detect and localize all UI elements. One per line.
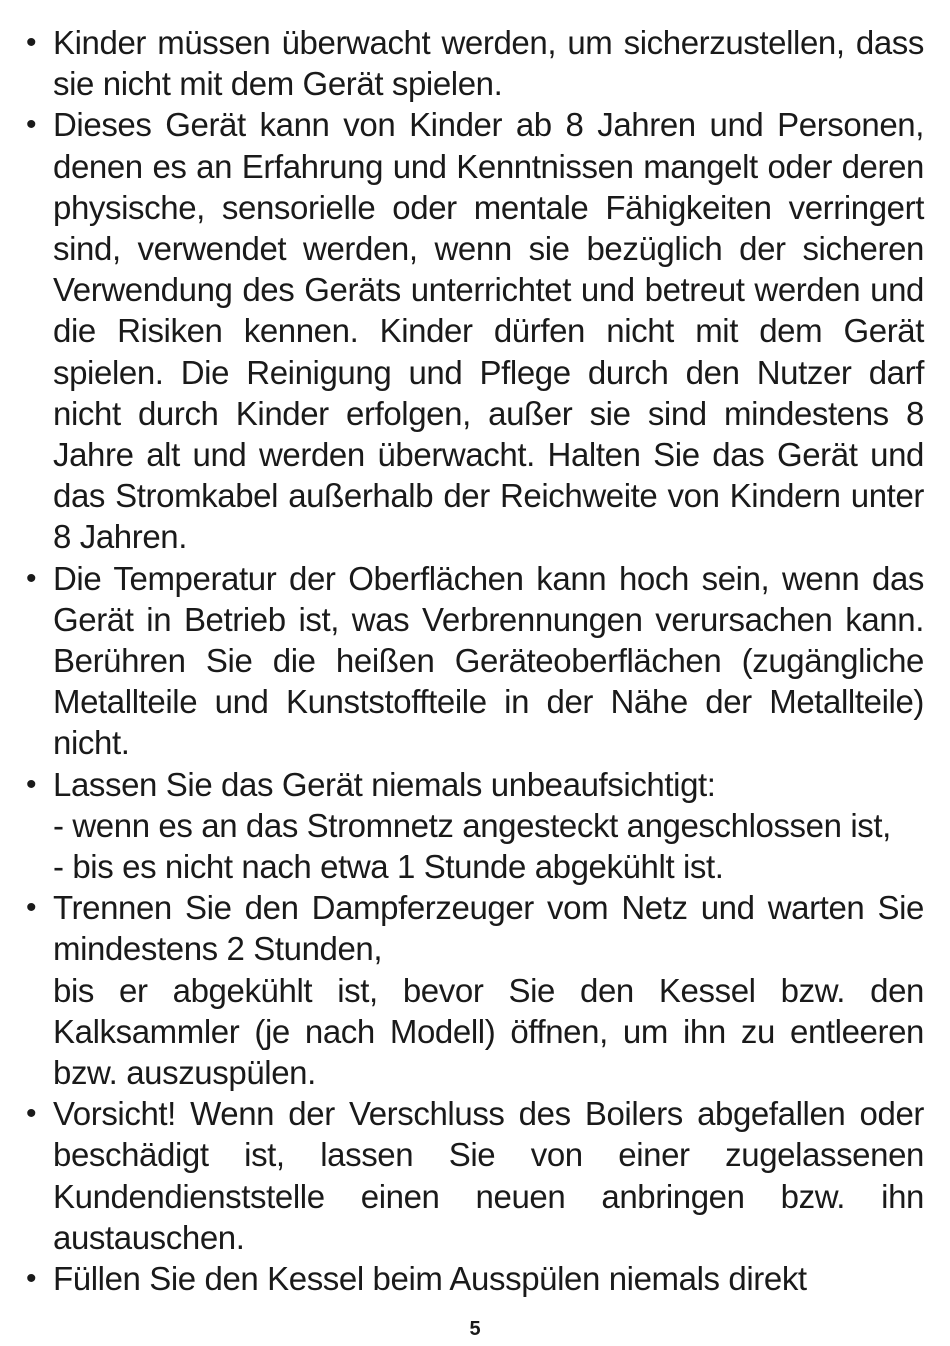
list-item-text: Lassen Sie das Gerät niemals unbeaufsichtigt:	[53, 765, 716, 803]
list-item-subline: - wenn es an das Stromnetz angesteckt angeschlossen ist,	[53, 806, 891, 844]
bullet-icon: •	[26, 767, 37, 801]
list-item-text: Die Temperatur der Oberflächen kann hoch sein, wenn das Gerät in Betrieb ist, was Verbrennungen verursachen kann. Berühren Sie die heißen Geräteoberflächen (zugängliche Metallteile und Kunststoffteile in der Nähe der Metallteile) nicht.	[53, 559, 924, 762]
bullet-icon: •	[26, 891, 37, 925]
list-item	[26, 887, 924, 1093]
bullet-icon: •	[26, 26, 37, 59]
list-item-subline: - bis es nicht nach etwa 1 Stunde abgekühlt ist.	[53, 848, 724, 886]
list-item-continuation: bis er abgekühlt ist, bevor Sie den Kessel bzw. den Kalksammler (je nach Modell) öffnen, um ihn zu entleeren bzw. auszuspülen.	[53, 971, 924, 1092]
bullet-icon: •	[26, 1097, 37, 1131]
bullet-icon: •	[26, 108, 37, 142]
list-item	[26, 1258, 924, 1299]
list-item-text: Füllen Sie den Kessel beim Ausspülen niemals direkt	[53, 1260, 807, 1298]
list-item	[26, 764, 924, 888]
safety-instructions-list	[26, 22, 924, 1299]
list-item	[26, 104, 924, 557]
bullet-icon: •	[26, 561, 37, 595]
list-item-text: Trennen Sie den Dampferzeuger vom Netz und warten Sie mindestens 2 Stunden,	[53, 889, 924, 968]
list-item	[26, 22, 924, 104]
list-item-text: Dieses Gerät kann von Kinder ab 8 Jahren und Personen, denen es an Erfahrung und Kenntnissen mangelt oder deren physische, sensorielle oder mentale Fähigkeiten verringert sind, verwendet werden, wenn sie bezüglich der sicheren Verwendung des Geräts unterrichtet und betreut werden und die Risiken kennen. Kinder dürfen nicht mit dem Gerät spielen. Die Reinigung und Pflege durch den Nutzer darf nicht durch Kinder erfolgen, außer sie sind mindestens 8 Jahre alt und werden überwacht. Halten Sie das Gerät und das Stromkabel außerhalb der Reichweite von Kindern unter 8 Jahren.	[53, 106, 924, 556]
list-item-text: Kinder müssen überwacht werden, um sicherzustellen, dass sie nicht mit dem Gerät spielen.	[53, 24, 924, 103]
list-item-text: Vorsicht! Wenn der Verschluss des Boilers abgefallen oder beschädigt ist, lassen Sie von einer zugelassenen Kundendienststelle einen neuen anbringen bzw. ihn austauschen.	[53, 1095, 924, 1256]
list-item	[26, 558, 924, 764]
bullet-icon: •	[26, 1262, 37, 1296]
document-body	[26, 22, 924, 1299]
list-item	[26, 1093, 924, 1258]
page-number: 5	[469, 1318, 481, 1340]
